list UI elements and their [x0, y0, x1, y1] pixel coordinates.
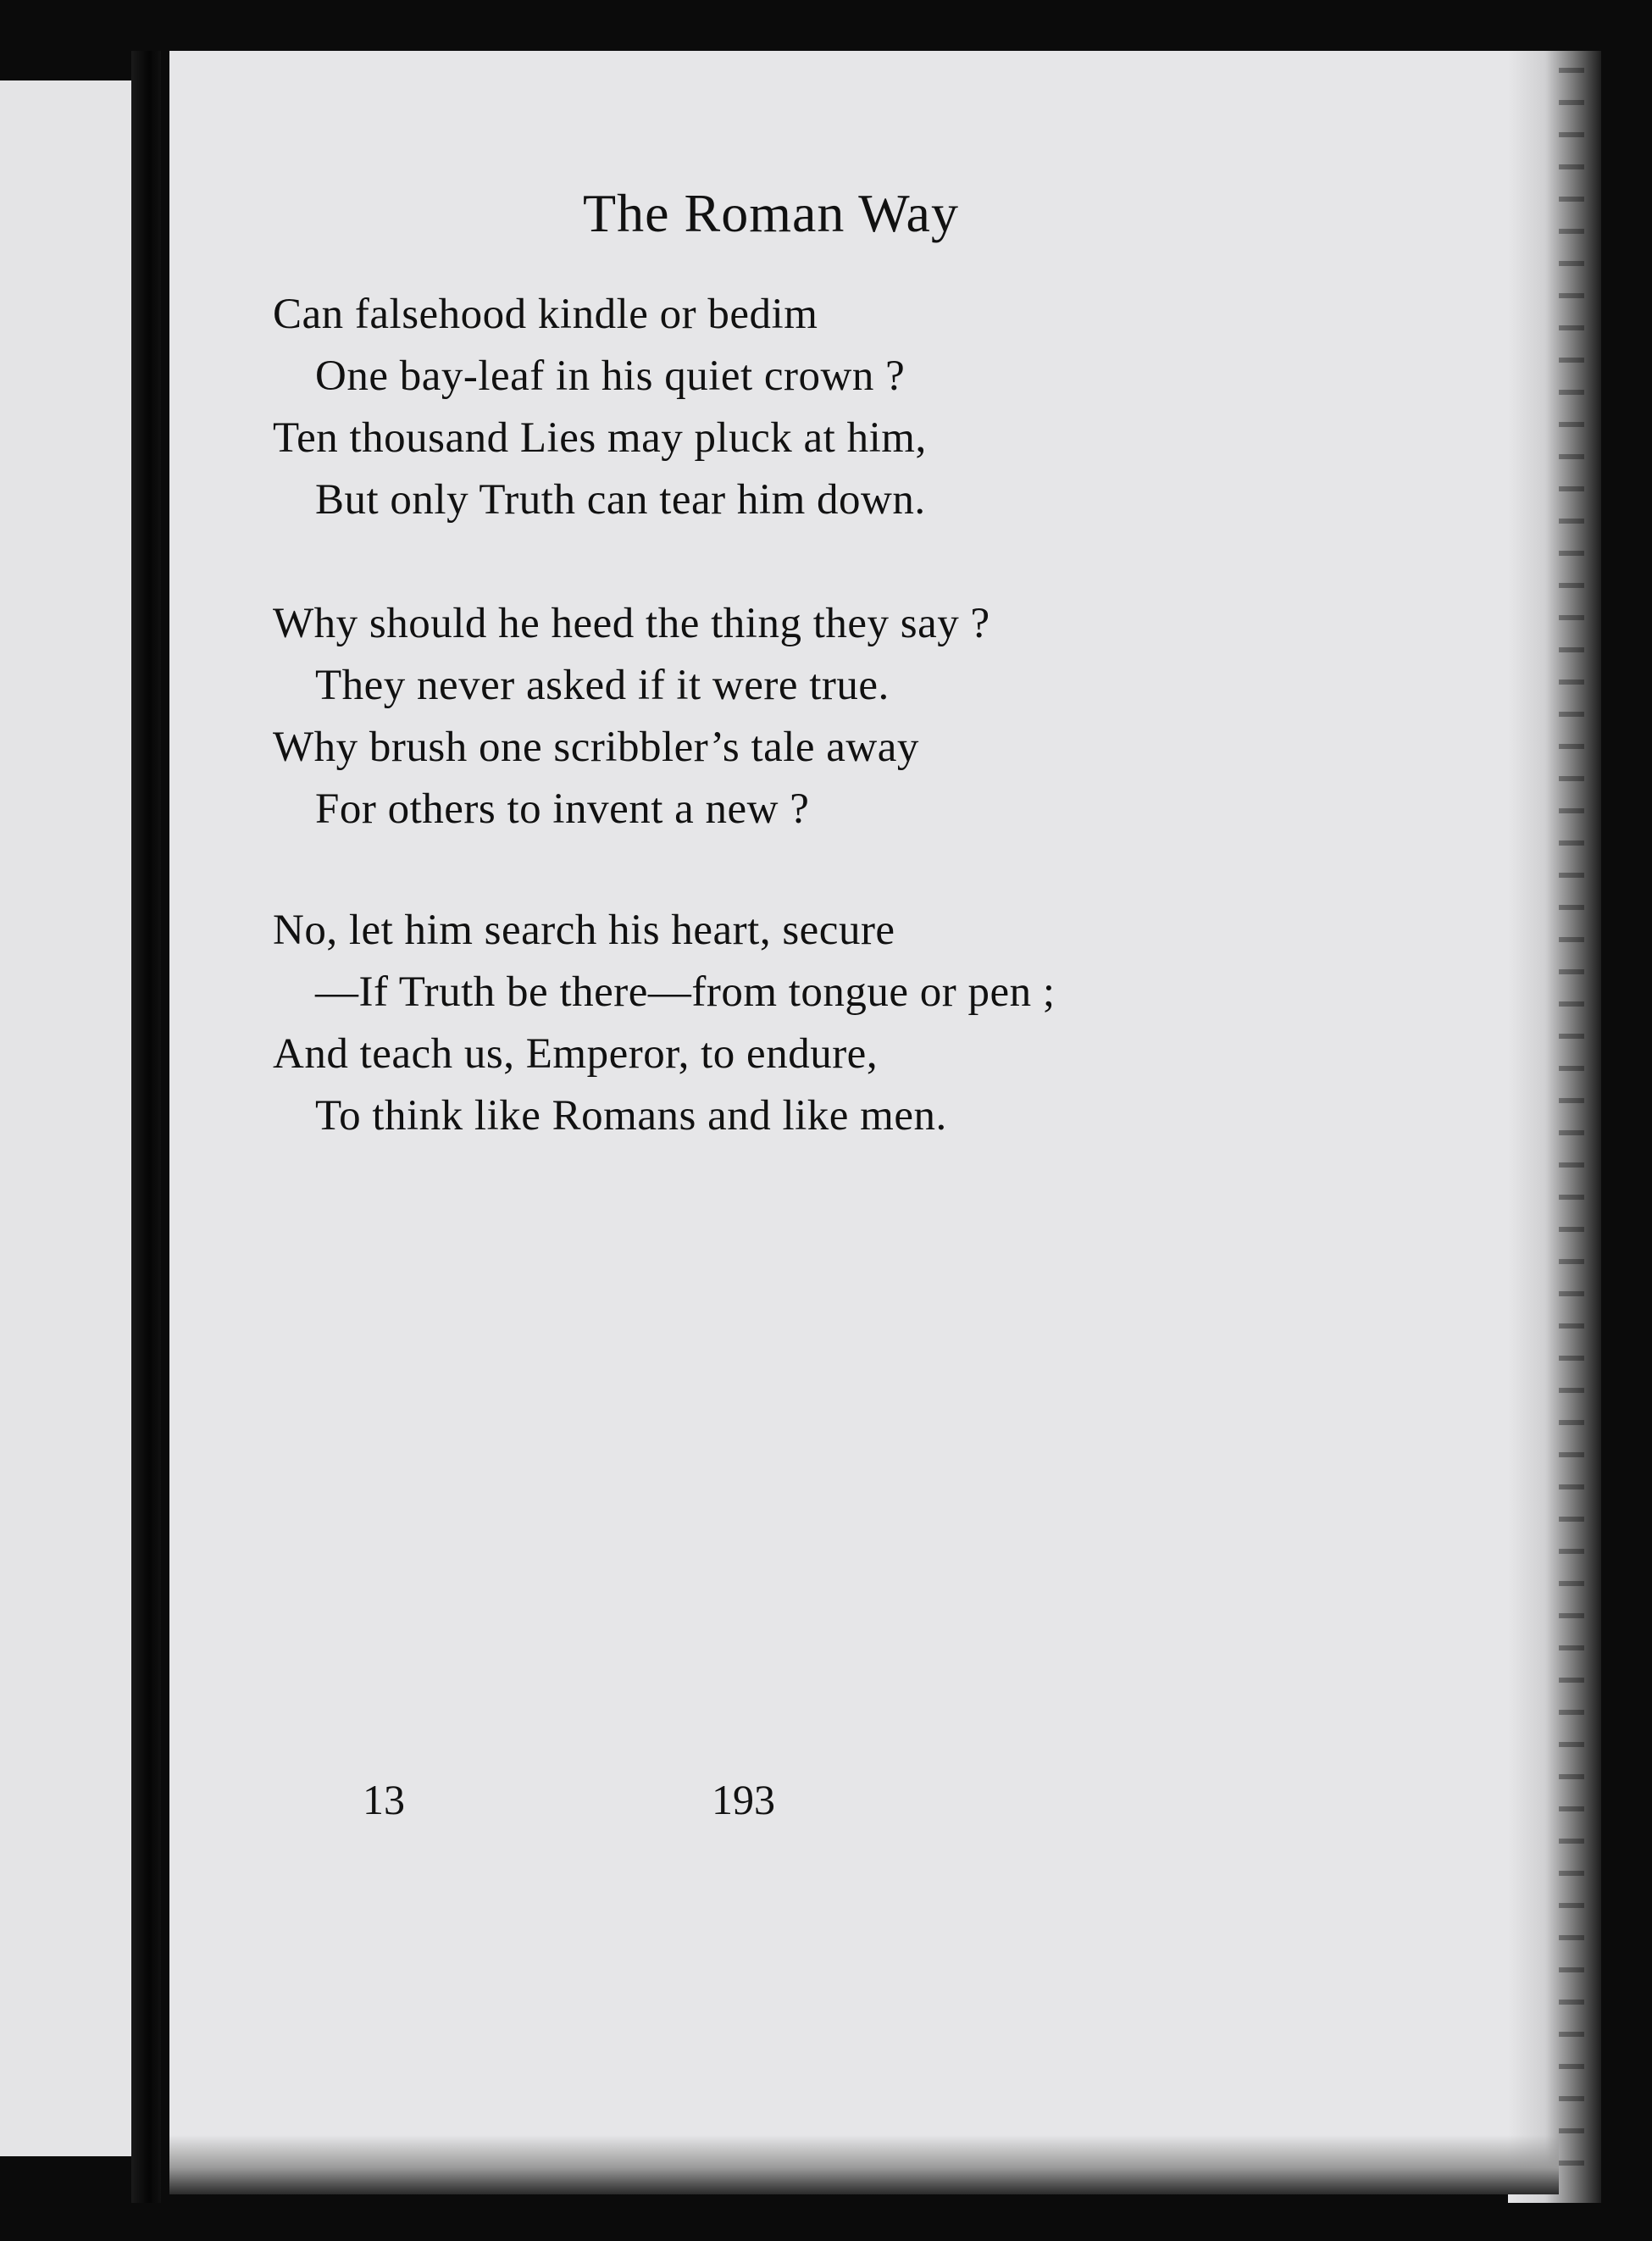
facing-page-edge: [0, 80, 142, 2156]
page-edge-texture: [1559, 68, 1584, 2186]
poem-line: Ten thousand Lies may pluck at him,: [273, 414, 927, 462]
poem-line: Can falsehood kindle or bedim: [273, 291, 818, 338]
poem-line: One bay-leaf in his quiet crown ?: [315, 352, 906, 400]
stanza-3: [273, 900, 1205, 1147]
poem-line: For others to invent a new ?: [315, 785, 810, 833]
page-fore-edge: [1508, 51, 1601, 2203]
page-bottom-shadow: [169, 2135, 1559, 2194]
stanza-1: [273, 284, 1205, 531]
page-number: 193: [712, 1776, 775, 1823]
poem-title: The Roman Way: [583, 183, 959, 243]
stanza-2: [273, 593, 1205, 840]
poem-line: And teach us, Emperor, to endure,: [273, 1030, 879, 1078]
poem-line: Why should he heed the thing they say ?: [273, 600, 990, 647]
poem-line: They never asked if it were true.: [315, 662, 890, 709]
poem-line: No, let him search his heart, secure: [273, 907, 895, 954]
signature-mark: 13: [363, 1776, 405, 1823]
poem-line: —If Truth be there—from tongue or pen ;: [315, 968, 1056, 1016]
poem-line: To think like Romans and like men.: [315, 1092, 947, 1140]
book-gutter: [131, 51, 161, 2203]
poem-line: Why brush one scribbler’s tale away: [273, 724, 919, 771]
poem-line: But only Truth can tear him down.: [315, 476, 926, 524]
